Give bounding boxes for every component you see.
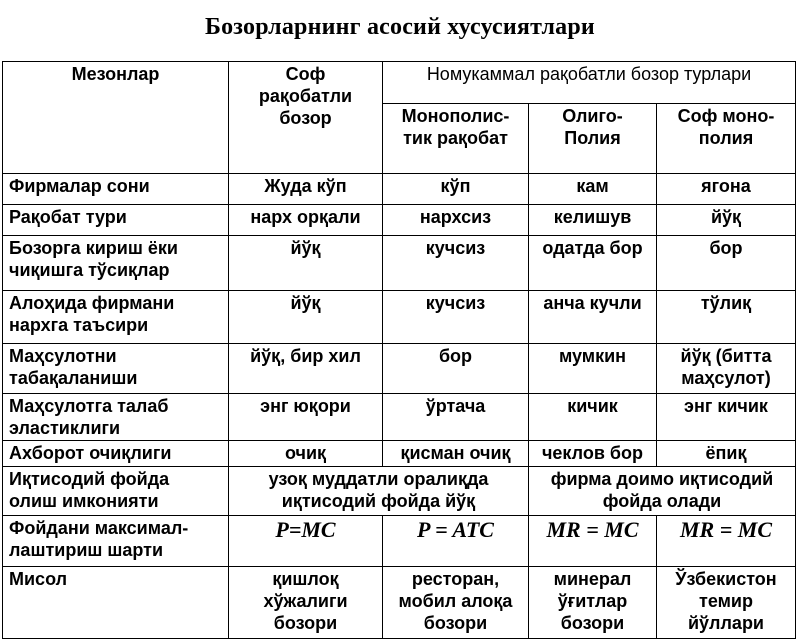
table-cell: йўқ, бир хил: [229, 344, 383, 394]
table-cell-merged: фирма доимо иқтисодий фойда олади: [529, 467, 796, 516]
table-row: [3, 567, 796, 639]
table-cell: мумкин: [529, 344, 657, 394]
table-row: [3, 205, 796, 236]
table-cell: келишув: [529, 205, 657, 236]
table-cell: бор: [657, 236, 796, 291]
table-cell: йўқ: [229, 236, 383, 291]
table-row: [3, 174, 796, 205]
table-cell: кучсиз: [383, 236, 529, 291]
formula-cell: MR = MC: [529, 516, 657, 567]
table-row: [3, 394, 796, 441]
row-label: Фойдани максимал- лаштириш шарти: [3, 516, 229, 567]
table-cell: ўртача: [383, 394, 529, 441]
table-row: [3, 516, 796, 567]
markets-table: [2, 61, 796, 639]
header-perfect-competition: Соф рақобатли бозор: [229, 62, 383, 174]
table-cell: йўқ: [229, 291, 383, 344]
table-cell: кичик: [529, 394, 657, 441]
table-cell: бор: [383, 344, 529, 394]
header-imperfect-competition: Номукаммал рақобатли бозор турлари: [383, 62, 796, 104]
table-cell: Ўзбекистон темир йўллари: [657, 567, 796, 639]
table-cell: одатда бор: [529, 236, 657, 291]
page-title: Бозорларнинг асосий хусусиятлари: [205, 14, 595, 40]
table-cell: ягона: [657, 174, 796, 205]
table-cell: ёпиқ: [657, 441, 796, 467]
header-pure-monopoly: Соф моно- полия: [657, 104, 796, 174]
row-label: Иқтисодий фойда олиш имконияти: [3, 467, 229, 516]
table-row: [3, 291, 796, 344]
row-label: Маҳсулотни табақаланиши: [3, 344, 229, 394]
table-cell: кам: [529, 174, 657, 205]
table-row: [3, 344, 796, 394]
table-cell: нархсиз: [383, 205, 529, 236]
table-cell: энг юқори: [229, 394, 383, 441]
table-cell: нарх орқали: [229, 205, 383, 236]
row-label: Маҳсулотга талаб эластиклиги: [3, 394, 229, 441]
row-label: Алоҳида фирмани нархга таъсири: [3, 291, 229, 344]
row-label: Бозорга кириш ёки чиқишга тўсиқлар: [3, 236, 229, 291]
header-monopolistic: Монополис- тик рақобат: [383, 104, 529, 174]
header-criteria: Мезонлар: [3, 62, 229, 174]
table-cell: йўқ (битта маҳсулот): [657, 344, 796, 394]
formula-cell: P = ATC: [383, 516, 529, 567]
table-cell: чеклов бор: [529, 441, 657, 467]
table-row: [3, 467, 796, 516]
formula-cell: P=MC: [229, 516, 383, 567]
table-cell: кучсиз: [383, 291, 529, 344]
table-cell: минерал ўғитлар бозори: [529, 567, 657, 639]
table-cell: энг кичик: [657, 394, 796, 441]
row-label: Рақобат тури: [3, 205, 229, 236]
table-cell: кўп: [383, 174, 529, 205]
row-label: Фирмалар сони: [3, 174, 229, 205]
row-label: Мисол: [3, 567, 229, 639]
table-cell: ресторан, мобил алоқа бозори: [383, 567, 529, 639]
table-cell: қисман очиқ: [383, 441, 529, 467]
table-cell: очиқ: [229, 441, 383, 467]
formula-cell: MR = MC: [657, 516, 796, 567]
table-row: [3, 441, 796, 467]
table-row: [3, 236, 796, 291]
row-label: Ахборот очиқлиги: [3, 441, 229, 467]
table-cell: қишлоқ хўжалиги бозори: [229, 567, 383, 639]
table-cell: анча кучли: [529, 291, 657, 344]
table-cell-merged: узоқ муддатли оралиқда иқтисодий фойда йўқ: [229, 467, 529, 516]
table-cell: тўлиқ: [657, 291, 796, 344]
table-cell: йўқ: [657, 205, 796, 236]
table-cell: Жуда кўп: [229, 174, 383, 205]
header-oligopoly: Олиго- Полия: [529, 104, 657, 174]
